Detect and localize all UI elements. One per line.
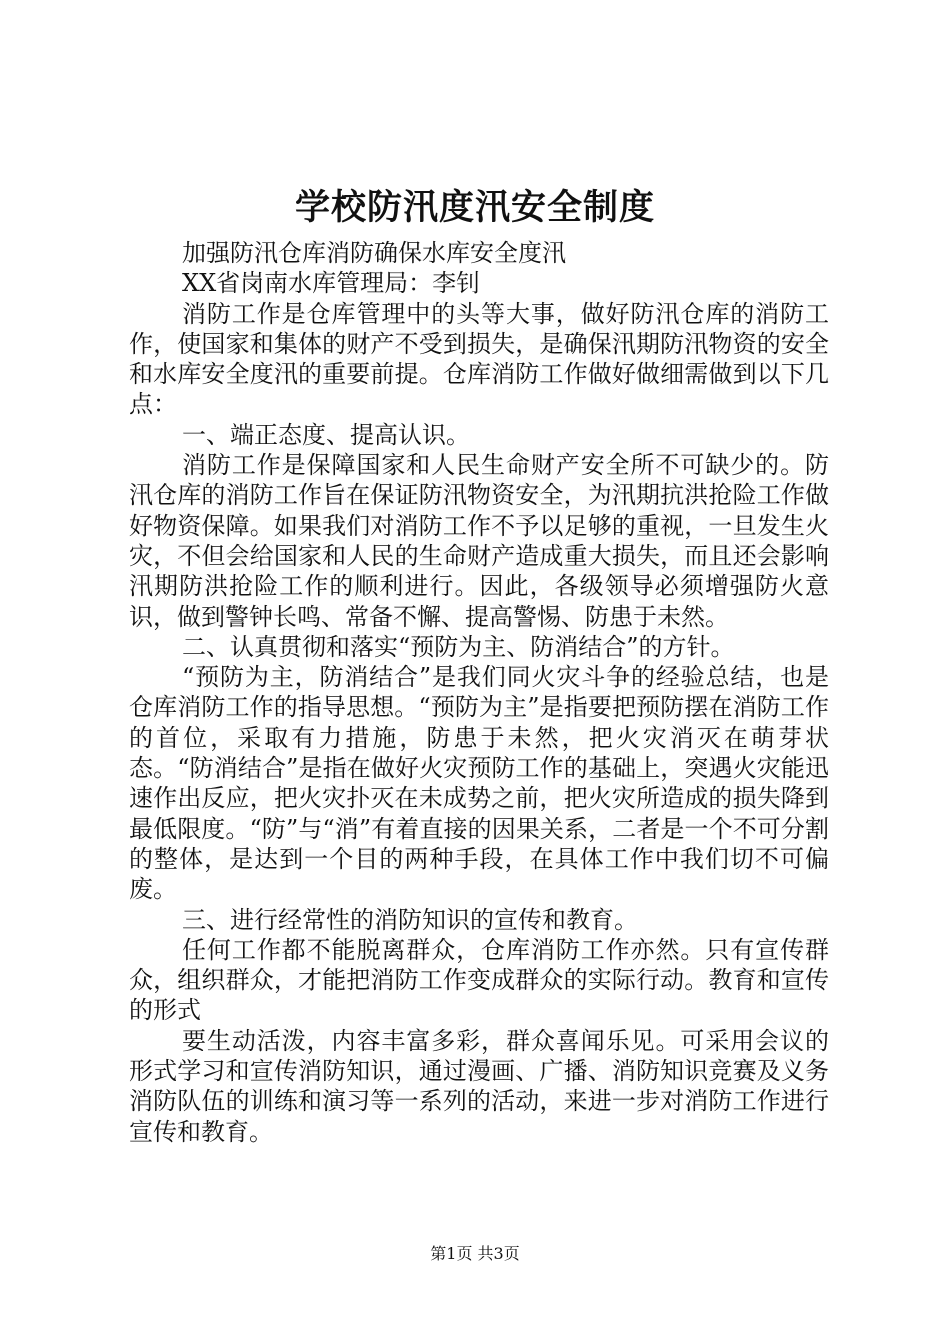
body-paragraph: “预防为主，防消结合”是我们同火灾斗争的经验总结，也是仓库消防工作的指导思想。“预防为主”是指要把预防摆在消防工作的首位，采取有力措施，防患于未然，把火灾消灭在萌芽状态。“防消结合”是指在做好火灾预防工作的基础上，突遇火灾能迅速作出反应，把火灾扑灭在未成势之前，把火灾所造成的损失降到最低限度。“防”与“消”有着直接的因果关系，二者是一个不可分割的整体，是达到一个目的两种手段，在具体工作中我们切不可偏废。 (129, 663, 829, 904)
document-title: 学校防汛度汛安全制度 (294, 187, 655, 228)
body-paragraph: 消防工作是保障国家和人民生命财产安全所不可缺少的。防汛仓库的消防工作旨在保证防汛物资安全，为汛期抗洪抢险工作做好物资保障。如果我们对消防工作不予以足够的重视，一旦发生火灾，不但会给国家和人民的生命财产造成重大损失，而且还会影响汛期防洪抢险工作的顺利进行。因此，各级领导必须增强防火意识，做到警钟长鸣、常备不懈、提高警惕、防患于未然。 (129, 451, 829, 631)
body-paragraph: 任何工作都不能脱离群众，仓库消防工作亦然。只有宣传群众，组织群众，才能把消防工作变成群众的实际行动。教育和宣传的形式 (129, 935, 829, 1025)
section-heading-1: 一、端正态度、提高认识。 (182, 420, 470, 449)
section-heading-2: 二、认真贯彻和落实“预防为主、防消结合”的方针。 (182, 632, 735, 661)
author-line: XX省岗南水库管理局：李钊 (182, 269, 481, 298)
intro-paragraph: 消防工作是仓库管理中的头等大事，做好防汛仓库的消防工作，使国家和集体的财产不受到损失，是确保汛期防汛物资的安全和水库安全度汛的重要前提。仓库消防工作做好做细需做到以下几点： (129, 299, 829, 419)
document-body (129, 238, 829, 1147)
section-heading-3: 三、进行经常性的消防知识的宣传和教育。 (182, 905, 638, 934)
subtitle-paragraph: 加强防汛仓库消防确保水库安全度汛 (182, 239, 566, 267)
page-number-footer: 第1页 共3页 (430, 1244, 520, 1263)
body-paragraph: 要生动活泼，内容丰富多彩，群众喜闻乐见。可采用会议的形式学习和宣传消防知识，通过漫画、广播、消防知识竞赛及义务消防队伍的训练和演习等一系列的活动，来进一步对消防工作进行宣传和教育。 (129, 1026, 829, 1146)
